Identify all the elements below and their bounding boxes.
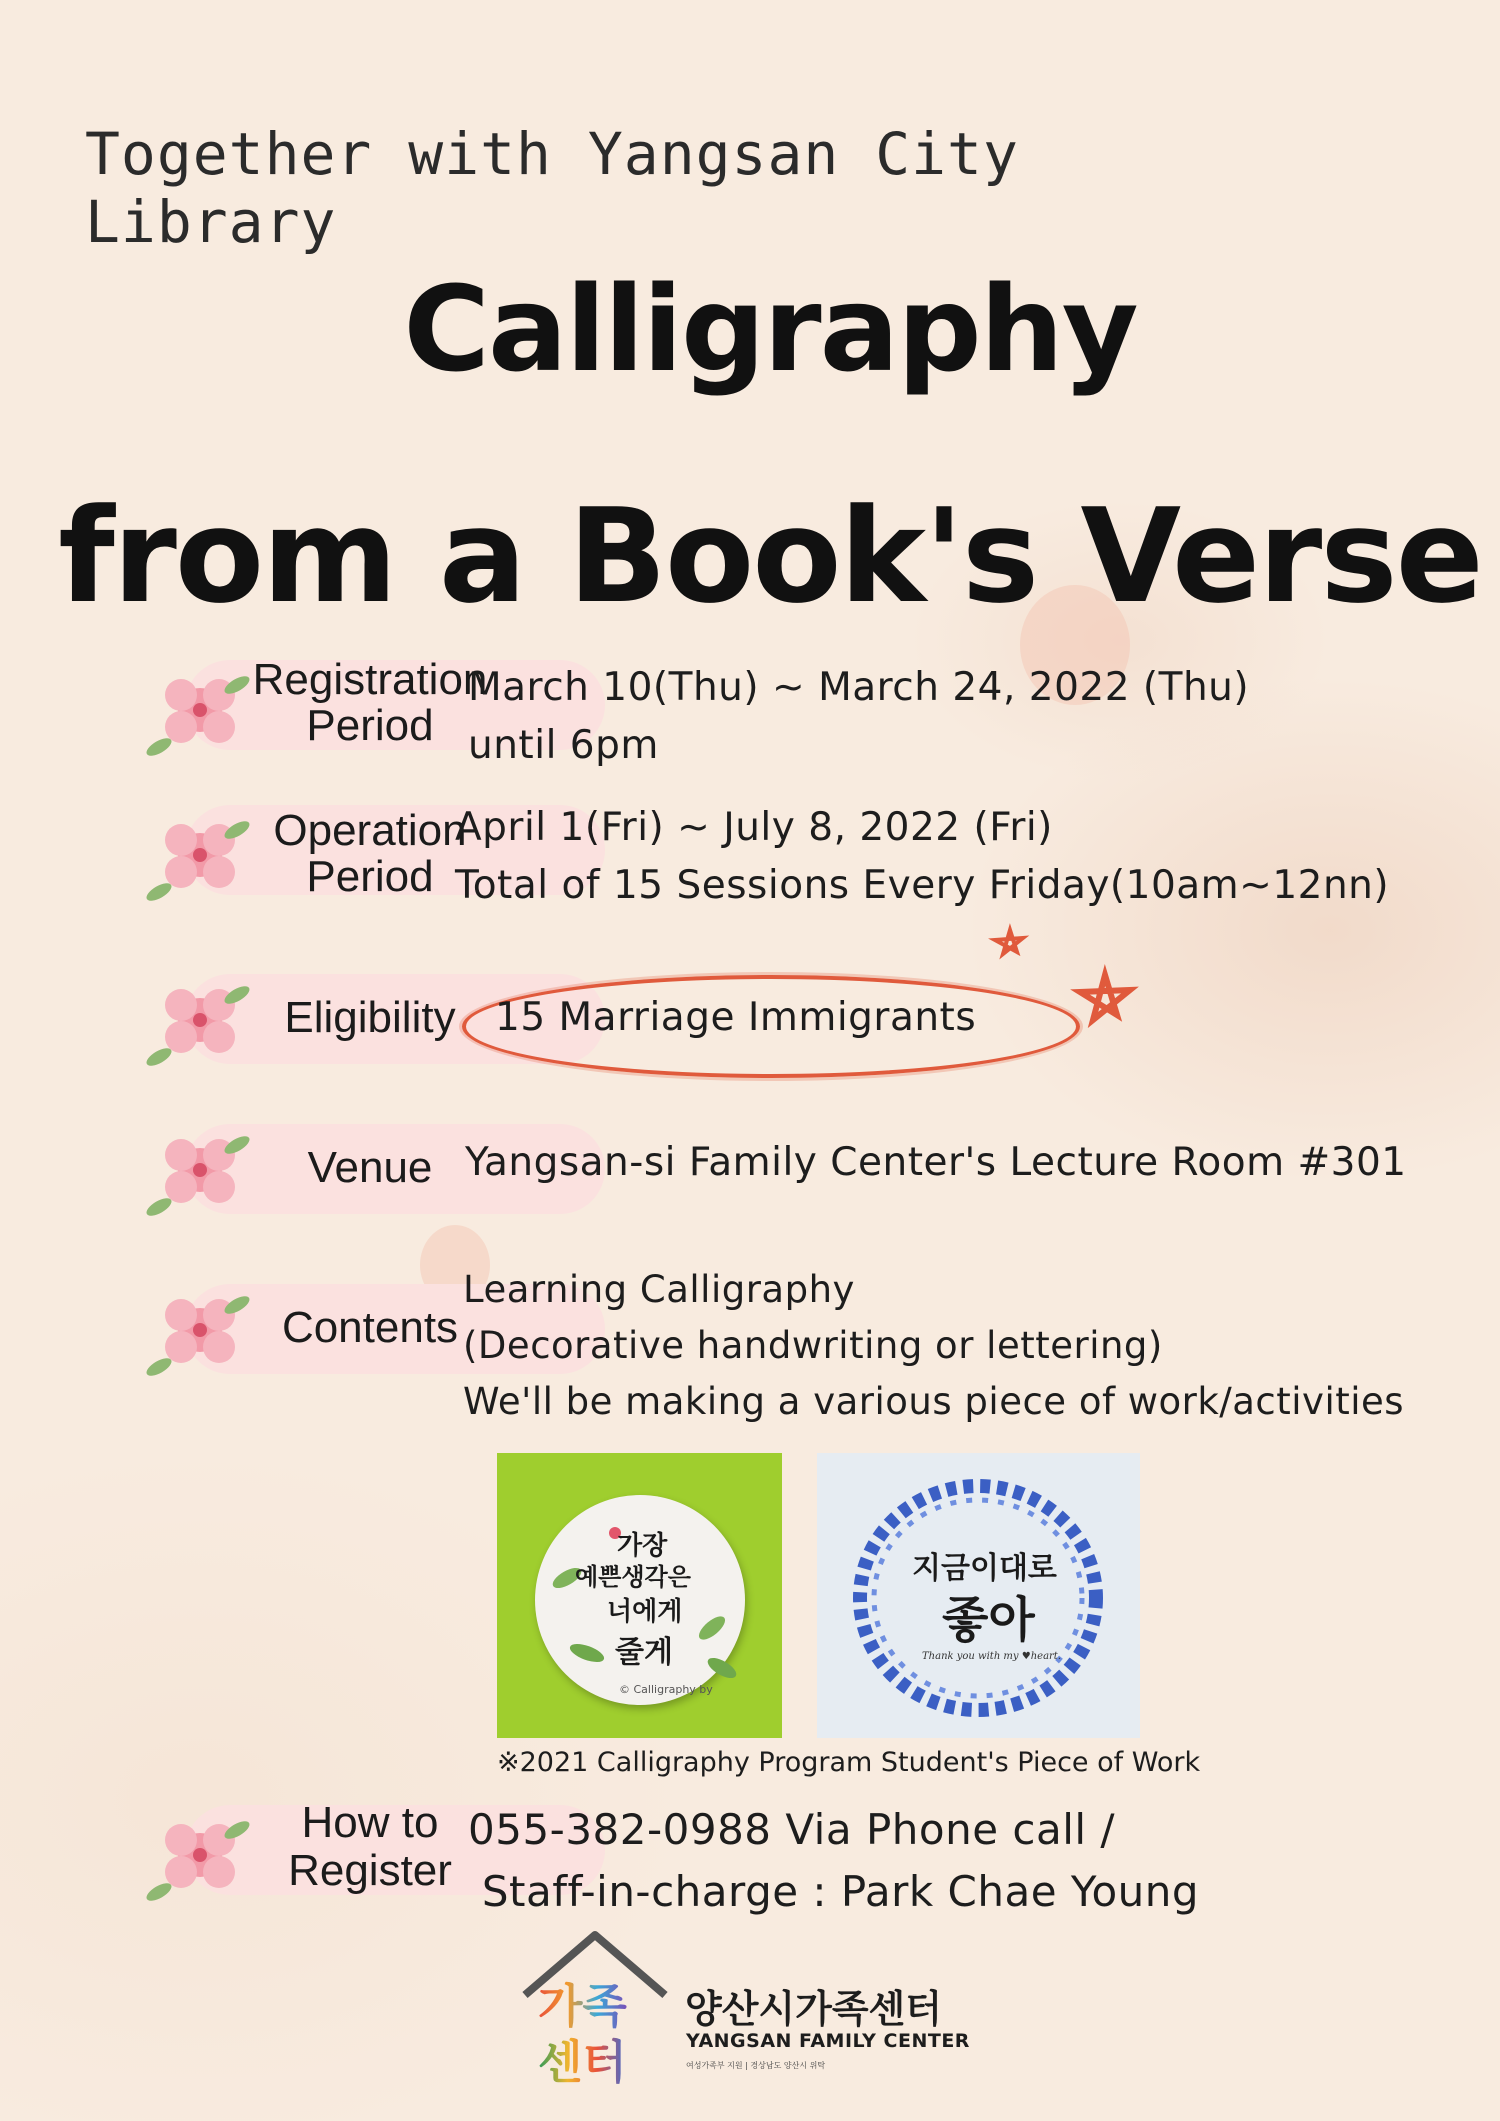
subtitle: Together with Yangsan City Library <box>85 120 1019 256</box>
register-phone: 055-382-0988 Via Phone call / <box>468 1805 1116 1854</box>
title-line-1: Calligraphy <box>403 260 1137 398</box>
register-label-line2: Register <box>288 1846 452 1895</box>
operation-label-line1: Operation <box>273 806 467 855</box>
photo-caption: ※2021 Calligraphy Program Student's Piece of Work <box>497 1747 1201 1778</box>
register-label-line1: How to <box>301 1798 439 1847</box>
register-value <box>468 1805 1199 1929</box>
photo1-text-4: 줄게 <box>615 1635 673 1670</box>
photo1-text-1: 가장 <box>617 1531 668 1561</box>
photo1-text-3: 너에게 <box>607 1597 683 1627</box>
contents-line-1: Learning Calligraphy <box>463 1268 855 1311</box>
registration-value <box>468 665 1249 781</box>
registration-deadline: until 6pm <box>468 723 659 768</box>
title-line-2: from a Book's Verse <box>58 480 1482 632</box>
logo-tagline: 여성가족부 지원 | 경상남도 양산시 위탁 <box>686 2061 826 2070</box>
operation-value <box>455 805 1389 921</box>
registration-label-line1: Registration <box>252 655 488 704</box>
venue-value: Yangsan-si Family Center's Lecture Room #301 <box>465 1140 1407 1185</box>
registration-label-line2: Period <box>306 701 434 750</box>
register-staff: Staff-in-charge : Park Chae Young <box>468 1867 1200 1916</box>
registration-dates: March 10(Thu) ~ March 24, 2022 (Thu) <box>468 665 1250 710</box>
student-work-photo-1 <box>497 1453 782 1738</box>
operation-label-line2: Period <box>306 852 434 901</box>
contents-value <box>463 1268 1404 1436</box>
contents-line-3: We'll be making a various piece of work/activities <box>463 1380 1405 1423</box>
logo-mark-top-text: 가족 <box>538 1979 627 2033</box>
operation-dates: April 1(Fri) ~ July 8, 2022 (Fri) <box>455 805 1053 850</box>
photo1-credit: © Calligraphy by <box>619 1683 713 1696</box>
student-work-photo-2 <box>817 1453 1140 1738</box>
star-doodle-icon <box>985 920 1155 1060</box>
photo1-text-2: 예쁜생각은 <box>575 1563 691 1591</box>
photo2-small-text: Thank you with my ♥heart. <box>922 1651 1062 1662</box>
contents-line-2: (Decorative handwriting or lettering) <box>463 1324 1163 1367</box>
logo-mark-bottom <box>538 2026 627 2092</box>
operation-sessions: Total of 15 Sessions Every Friday(10am~12nn) <box>455 863 1390 908</box>
logo-name-english: YANGSAN FAMILY CENTER <box>686 2030 970 2052</box>
logo-name-korean: 양산시가족센터 <box>685 1987 942 2031</box>
contents-label: Contents <box>281 1303 459 1352</box>
logo-mark-bottom-text: 센터 <box>538 2035 627 2089</box>
eligibility-value: 15 Marriage Immigrants <box>495 995 977 1040</box>
eligibility-label: Eligibility <box>284 993 456 1042</box>
photo2-text-2: 좋아 <box>942 1592 1035 1648</box>
venue-label: Venue <box>307 1143 433 1192</box>
photo2-text-1: 지금이대로 <box>912 1551 1057 1586</box>
